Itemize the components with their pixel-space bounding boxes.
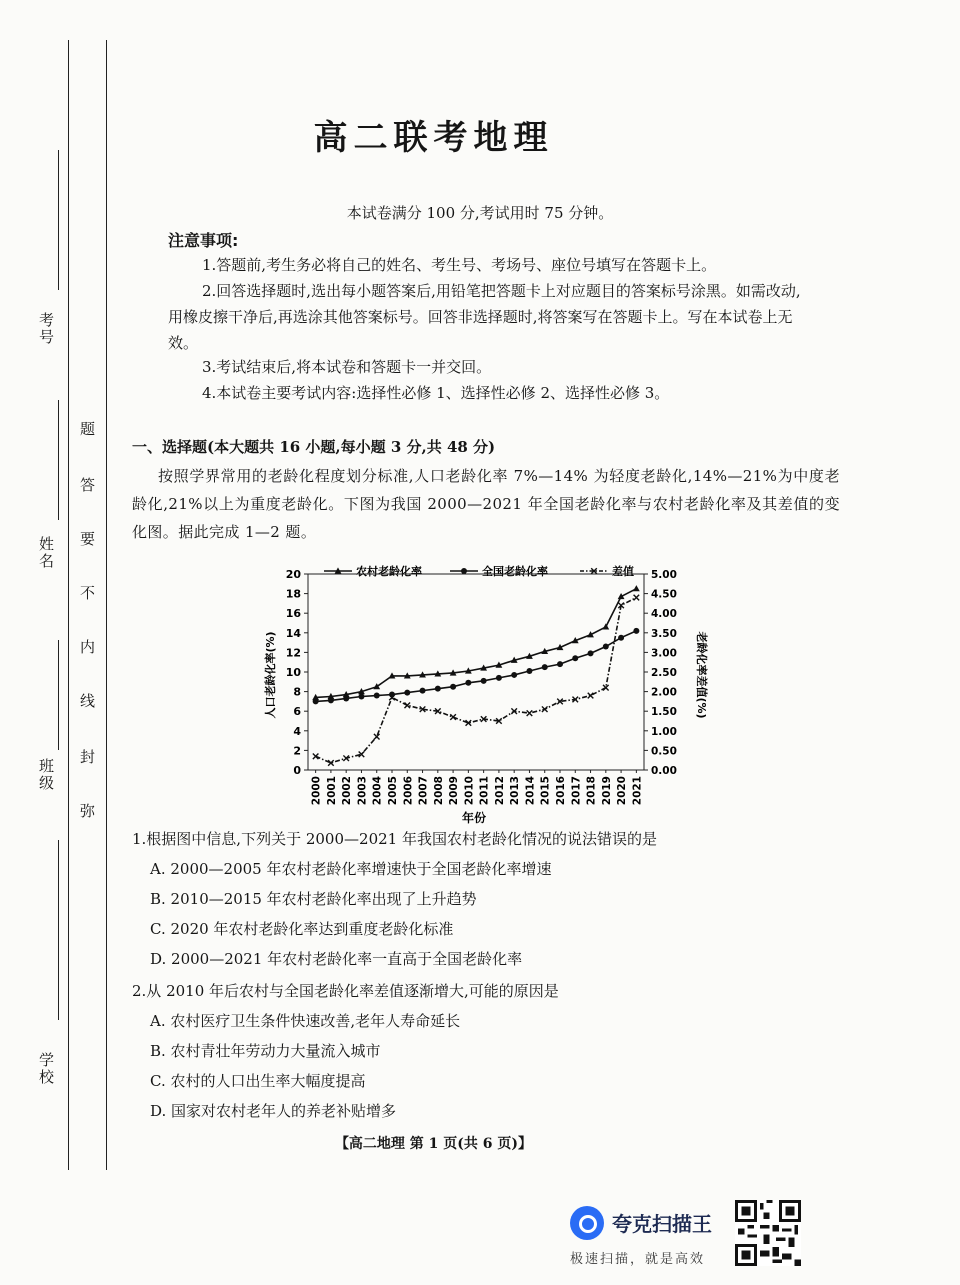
- data-point: [602, 623, 609, 629]
- answer-option: A. 农村医疗卫生条件快速改善,老年人寿命延长: [150, 1012, 461, 1030]
- class-label: 班级: [37, 758, 55, 792]
- data-point: [343, 695, 349, 701]
- data-point: [557, 661, 563, 667]
- seal-char: 不: [80, 584, 96, 602]
- data-point: [373, 683, 380, 689]
- legend-label: 全国老龄化率: [482, 565, 548, 578]
- scanner-tagline: 极速扫描，就是高效: [570, 1252, 706, 1267]
- answer-option: C. 2020 年农村老龄化率达到重度老龄化标准: [150, 920, 454, 938]
- y-tick-label: 2: [293, 744, 301, 758]
- y-tick-label: 12: [285, 646, 301, 660]
- data-point: [465, 680, 471, 686]
- x-tick-label: 2016: [555, 776, 567, 806]
- x-tick-label: 2011: [478, 776, 491, 806]
- note-item: 1.答题前,考生务必将自己的姓名、考生号、考场号、座位号填写在答题卡上。: [202, 256, 717, 274]
- y2-tick-label: 0.50: [651, 745, 677, 758]
- x-tick-label: 2003: [356, 776, 369, 806]
- answer-option: C. 农村的人口出生率大幅度提高: [150, 1072, 366, 1090]
- scanner-name: 夸克扫描王: [612, 1212, 712, 1236]
- class-fill-line: [58, 640, 59, 750]
- answer-option: D. 国家对农村老年人的养老补贴增多: [150, 1102, 397, 1120]
- seal-char: 内: [80, 638, 96, 656]
- notes-heading: 注意事项:: [168, 231, 239, 250]
- page-title: 高二联考地理: [313, 118, 554, 158]
- data-point: [358, 694, 364, 700]
- y2-tick-label: 3.00: [651, 647, 677, 660]
- y2-tick-label: 0.00: [651, 765, 677, 777]
- y2-tick-label: 2.50: [651, 667, 677, 679]
- y2-tick-label: 3.50: [651, 627, 677, 640]
- y-tick-label: 4: [293, 724, 301, 738]
- x-tick-label: 2012: [493, 776, 506, 806]
- y-tick-label: 8: [293, 685, 301, 699]
- y2-tick-label: 1.50: [651, 706, 677, 719]
- y2-axis-label: 老龄化率差值(%): [695, 631, 708, 719]
- exam-no-label: 考号: [37, 312, 55, 346]
- qr-code-icon: [735, 1200, 801, 1266]
- seal-char: 封: [80, 748, 96, 766]
- y-axis-label: 人口老龄化率(%): [264, 631, 277, 719]
- data-point: [461, 568, 467, 574]
- plot-frame: [308, 574, 644, 770]
- data-point: [588, 693, 594, 699]
- answer-option: A. 2000—2005 年农村老龄化率增速快于全国老龄化率增速: [150, 860, 552, 878]
- legend-label: 农村老龄化率: [356, 565, 422, 578]
- question-stem: 1.根据图中信息,下列关于 2000—2021 年我国农村老龄化情况的说法错误的是: [132, 830, 657, 848]
- data-point: [527, 710, 533, 716]
- x-tick-label: 2006: [402, 776, 415, 806]
- y2-tick-label: 2.00: [651, 686, 677, 699]
- school-fill-line: [58, 840, 59, 1020]
- y-tick-label: 18: [285, 587, 301, 601]
- data-point: [633, 628, 639, 634]
- x-tick-label: 2000: [310, 776, 323, 806]
- x-tick-label: 2002: [341, 776, 354, 806]
- seal-char: 线: [80, 692, 96, 710]
- x-tick-label: 2001: [325, 776, 338, 806]
- x-tick-label: 2009: [448, 776, 461, 806]
- x-tick-label: 2017: [570, 776, 583, 806]
- seal-char: 弥: [80, 802, 96, 820]
- data-point: [374, 693, 380, 699]
- note-item: 4.本试卷主要考试内容:选择性必修 1、选择性必修 2、选择性必修 3。: [202, 384, 670, 402]
- x-tick-label: 2021: [631, 776, 644, 806]
- data-point: [481, 678, 487, 684]
- legend-label: 差值: [612, 565, 634, 578]
- y2-tick-label: 4.00: [651, 608, 677, 621]
- y-tick-label: 16: [285, 607, 301, 621]
- y-tick-label: 10: [285, 666, 301, 679]
- answer-option: B. 2010—2015 年农村老龄化率出现了上升趋势: [150, 890, 477, 908]
- x-tick-label: 2019: [600, 776, 613, 806]
- x-tick-label: 2015: [539, 776, 552, 806]
- chart-legend: [324, 564, 634, 578]
- exam-info: 本试卷满分 100 分,考试用时 75 分钟。: [346, 204, 614, 222]
- data-point: [588, 650, 594, 656]
- data-point: [435, 686, 441, 692]
- x-tick-label: 2020: [616, 776, 629, 806]
- data-point: [603, 685, 609, 691]
- data-point: [572, 655, 578, 661]
- data-point: [542, 664, 548, 670]
- note-item: 3.考试结束后,将本试卷和答题卡一并交回。: [202, 358, 492, 376]
- x-tick-label: 2005: [387, 776, 399, 806]
- scanner-badge: [570, 1200, 730, 1270]
- data-point: [313, 698, 319, 704]
- data-point: [328, 697, 334, 703]
- data-point: [404, 703, 410, 709]
- data-point: [420, 688, 426, 694]
- x-tick-label: 2013: [509, 776, 522, 806]
- section-heading: 一、选择题(本大题共 16 小题,每小题 3 分,共 48 分): [132, 438, 496, 456]
- page-footer: 【高二地理 第 1 页(共 6 页)】: [334, 1136, 533, 1152]
- answer-option: B. 农村青壮年劳动力大量流入城市: [150, 1042, 381, 1060]
- data-point: [450, 684, 456, 690]
- data-point: [618, 635, 624, 641]
- series-line: [316, 598, 637, 763]
- y2-tick-label: 4.50: [651, 588, 677, 601]
- data-point: [496, 675, 502, 681]
- aging-rate-chart: [262, 560, 708, 830]
- x-tick-label: 2018: [585, 776, 598, 806]
- x-tick-label: 2004: [371, 776, 384, 806]
- y-tick-label: 6: [293, 705, 301, 719]
- note-item: 2.回答选择题时,选出每小题答案后,用铅笔把答题卡上对应题目的答案标号涂黑。如需改动,用橡皮擦干净后,再选涂其他答案标号。回答非选择题时,将答案写在答题卡上。写在本试卷上无效。: [168, 282, 801, 352]
- question-stem: 2.从 2010 年后农村与全国老龄化率差值逐渐增大,可能的原因是: [132, 982, 559, 1000]
- data-point: [526, 668, 532, 674]
- seal-char: 题: [80, 420, 96, 438]
- x-axis-label: 年份: [461, 811, 487, 825]
- seal-char: 要: [80, 530, 96, 548]
- y-tick-label: 0: [293, 764, 301, 777]
- quark-logo-icon: [570, 1206, 604, 1240]
- data-point: [511, 672, 517, 678]
- answer-option: D. 2000—2021 年农村老龄化率一直高于全国老龄化率: [150, 950, 523, 968]
- data-point: [634, 595, 640, 601]
- x-tick-label: 2008: [432, 776, 445, 806]
- x-tick-label: 2010: [463, 776, 476, 806]
- chart-plot: [312, 585, 640, 766]
- data-point: [404, 690, 410, 696]
- section-intro: 按照学界常用的老龄化程度划分标准,人口老龄化率 7%—14% 为轻度老龄化,14%—21%为中度老龄化,21%以上为重度老龄化。下图为我国 2000—2021 年全国老龄化率与农村老龄化率及其差值的变化图。据此完成 1—2 题。: [132, 467, 840, 541]
- data-point: [603, 644, 609, 650]
- y2-tick-label: 5.00: [651, 569, 677, 581]
- seal-char: 答: [80, 476, 96, 494]
- y-tick-label: 14: [285, 626, 301, 640]
- school-label: 学校: [37, 1052, 55, 1086]
- name-label: 姓名: [37, 536, 55, 570]
- x-tick-label: 2014: [524, 776, 537, 806]
- y2-tick-label: 1.00: [651, 725, 677, 738]
- data-point: [633, 585, 640, 591]
- y-tick-label: 20: [285, 568, 301, 581]
- name-fill-line: [58, 400, 59, 520]
- x-tick-label: 2007: [417, 776, 430, 806]
